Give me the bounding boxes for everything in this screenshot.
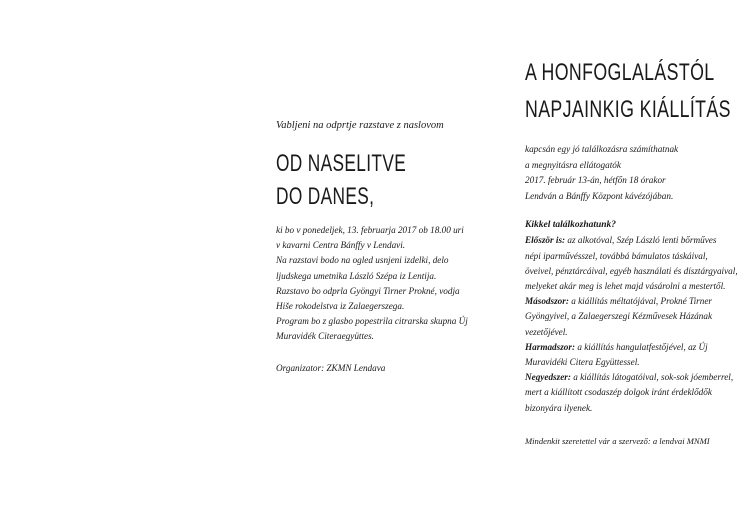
guest-item-text: a kiállítás méltatójával, Prokné Tirner xyxy=(568,296,712,307)
guest-item xyxy=(525,264,740,279)
slovene-invitation xyxy=(276,120,496,373)
guest-item-text: Gyöngyivel, a Zalaegerszegi Kézművesek Házának xyxy=(525,311,713,322)
guest-item-text: vezetőjével. xyxy=(525,326,568,337)
guest-item xyxy=(525,340,740,355)
guest-item-lead: Először is: xyxy=(525,235,566,246)
organizer-line: Organizator: ZKMN Lendava xyxy=(276,362,386,373)
guest-list xyxy=(525,233,740,415)
body-line: Razstavo bo odprla Gyöngyi Tirner Prokné, vodja xyxy=(276,285,460,296)
guest-item xyxy=(525,401,740,416)
guest-item-text: népi iparművésszel, továbbá bámulatos táskáival, xyxy=(525,250,708,261)
title-line-2: DO DANES, xyxy=(276,183,375,210)
guest-item-text: mert a kiállított csodaszép dolgok iránt érdeklődők xyxy=(525,387,712,398)
guest-item-text: a kiállítás látogatóival, sok-sok jóemberrel, xyxy=(570,372,734,383)
guest-item xyxy=(525,309,740,324)
footer-line: Mindenkit szeretettel vár a szervező: a lendvai MNMI xyxy=(525,435,710,446)
body-line: ki bo v ponedeljek, 13. februarja 2017 ob 18.00 uri xyxy=(276,225,464,235)
guest-item xyxy=(525,233,740,248)
guest-item xyxy=(525,385,740,400)
body-line: Na razstavi bodo na ogled usnjeni izdelki, delo xyxy=(276,255,449,266)
guest-item-text: öveivel, pénztárcáival, egyéb használati és dísztárgyaival, xyxy=(525,265,738,276)
detail-line: a megnyitásra ellátogatók xyxy=(525,159,621,170)
title-line-1: A HONFOGLALÁSTÓL xyxy=(525,59,715,86)
guest-item-lead: Harmadszor: xyxy=(525,341,576,352)
exhibition-title-sl xyxy=(276,147,496,213)
body-line: Muravidék Citeraegyüttes. xyxy=(276,331,374,342)
guest-item-text: bizonyára ilyenek. xyxy=(525,402,593,413)
body-line: ljudskega umetnika László Szépa iz Lentija. xyxy=(276,270,437,281)
body-line: Program bo z glasbo popestrila citrarska skupna Új xyxy=(276,316,468,327)
guest-item-text: Muravidéki Citera Együttessel. xyxy=(525,357,640,367)
guest-item xyxy=(525,355,740,370)
guest-item xyxy=(525,325,740,340)
question-heading: Kikkel találkozhatunk? xyxy=(525,220,617,231)
guest-item xyxy=(525,249,740,264)
guest-item-lead: Negyedszer: xyxy=(525,372,571,383)
body-line: Hiše rokodelstva iz Zalaegerszega. xyxy=(276,301,405,312)
guest-item-text: melyeket akár meg is lehet majd vásárolni a mestertől. xyxy=(525,280,726,291)
invitation-body xyxy=(276,223,496,345)
title-line-1: OD NASELITVE xyxy=(276,150,407,177)
guest-item-text: az alkotóval, Szép László lenti bőrműves xyxy=(565,235,717,246)
detail-line: kapcsán egy jó találkozásra számíthatnak xyxy=(525,144,679,154)
guest-item xyxy=(525,279,740,294)
guest-item xyxy=(525,294,740,309)
detail-line: Lendván a Bánffy Központ kávézójában. xyxy=(525,190,674,201)
body-line: v kavarni Centra Bánffy v Lendavi. xyxy=(276,240,406,251)
guest-item xyxy=(525,370,740,385)
exhibition-title-hu xyxy=(525,54,740,128)
guest-item-lead: Másodszor: xyxy=(525,296,569,307)
title-line-2: NAPJAINKIG KIÁLLÍTÁS xyxy=(525,96,731,123)
hungarian-invitation xyxy=(525,54,740,446)
event-details xyxy=(525,142,740,204)
detail-line: 2017. február 13-án, hétfőn 18 órakor xyxy=(525,175,666,186)
invitation-intro: Vabljeni na odprtje razstave z naslovom xyxy=(276,120,444,131)
guest-item-text: a kiállítás hangulatfestőjével, az Új xyxy=(575,341,708,352)
